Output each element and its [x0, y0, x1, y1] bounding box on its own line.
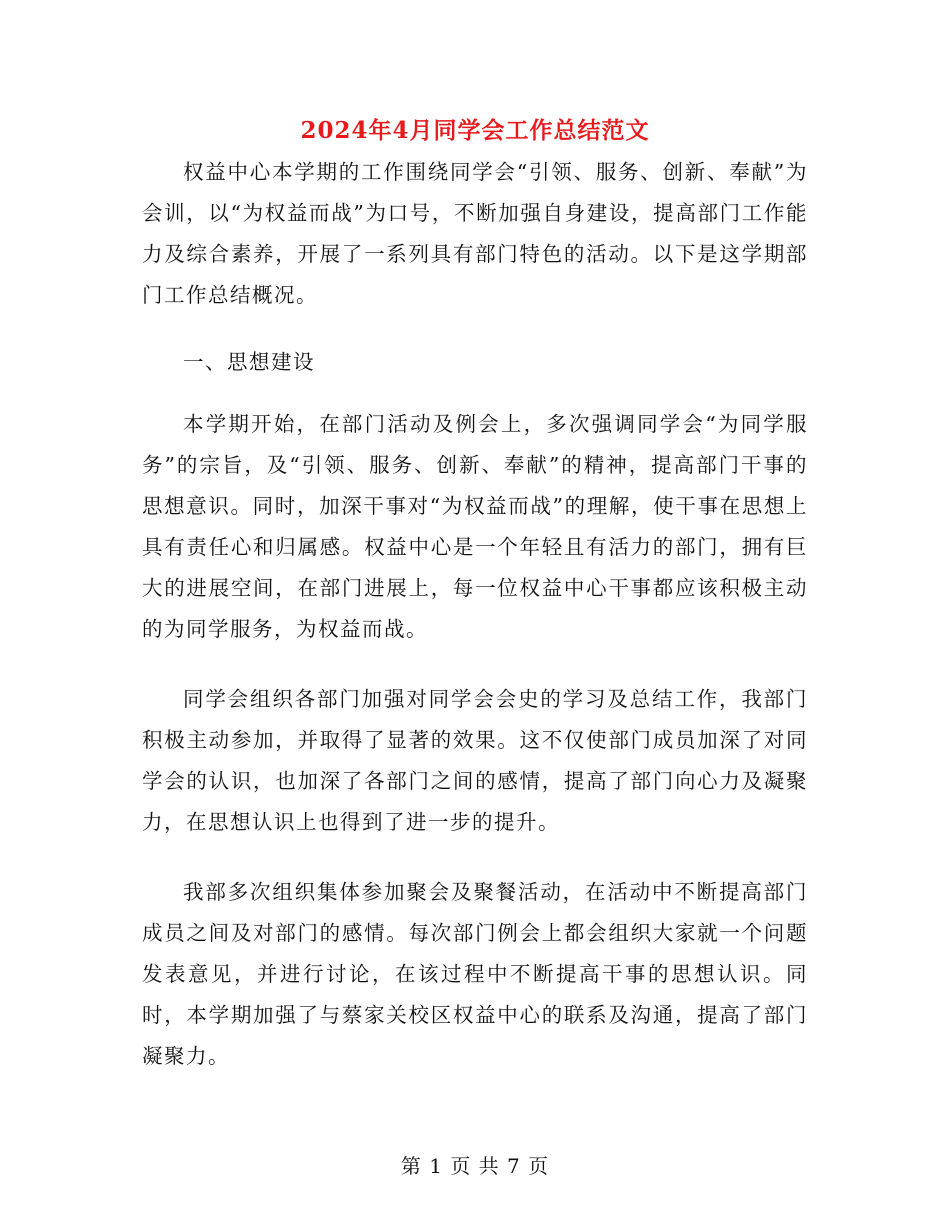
- body-paragraph-3: 我部多次组织集体参加聚会及聚餐活动，在活动中不断提高部门成员之间及对部门的感情。每次部门例会上都会组织大家就一个问题发表意见，并进行讨论，在该过程中不断提高干事的思想认识。同时，本学期加强了与蔡家关校区权益中心的联系及沟通，提高了部门凝聚力。: [142, 880, 808, 1068]
- body-paragraph-1: 本学期开始，在部门活动及例会上，多次强调同学会“为同学服务”的宗旨，及“引领、服务、创新、奉献”的精神，提高部门干事的思想意识。同时，加深干事对“为权益而战”的理解，使干事在思想上具有责任心和归属感。权益中心是一个年轻且有活力的部门，拥有巨大的进展空间，在部门进展上，每一位权益中心干事都应该积极主动的为同学服务，为权益而战。: [142, 412, 808, 641]
- page-footer: 第 1 页 共 7 页: [400, 1154, 550, 1178]
- document-title: 2024年4月同学会工作总结范文: [300, 117, 650, 144]
- intro-paragraph: 权益中心本学期的工作围绕同学会“引领、服务、创新、奉献”为会训，以“为权益而战”为口号，不断加强自身建设，提高部门工作能力及综合素养，开展了一系列具有部门特色的活动。以下是这学期部门工作总结概况。: [142, 160, 808, 307]
- section-heading: 一、思想建设: [183, 350, 315, 374]
- body-paragraph-2: 同学会组织各部门加强对同学会会史的学习及总结工作，我部门积极主动参加，并取得了显著的效果。这不仅使部门成员加深了对同学会的认识，也加深了各部门之间的感情，提高了部门向心力及凝聚力，在思想认识上也得到了进一步的提升。: [142, 687, 808, 834]
